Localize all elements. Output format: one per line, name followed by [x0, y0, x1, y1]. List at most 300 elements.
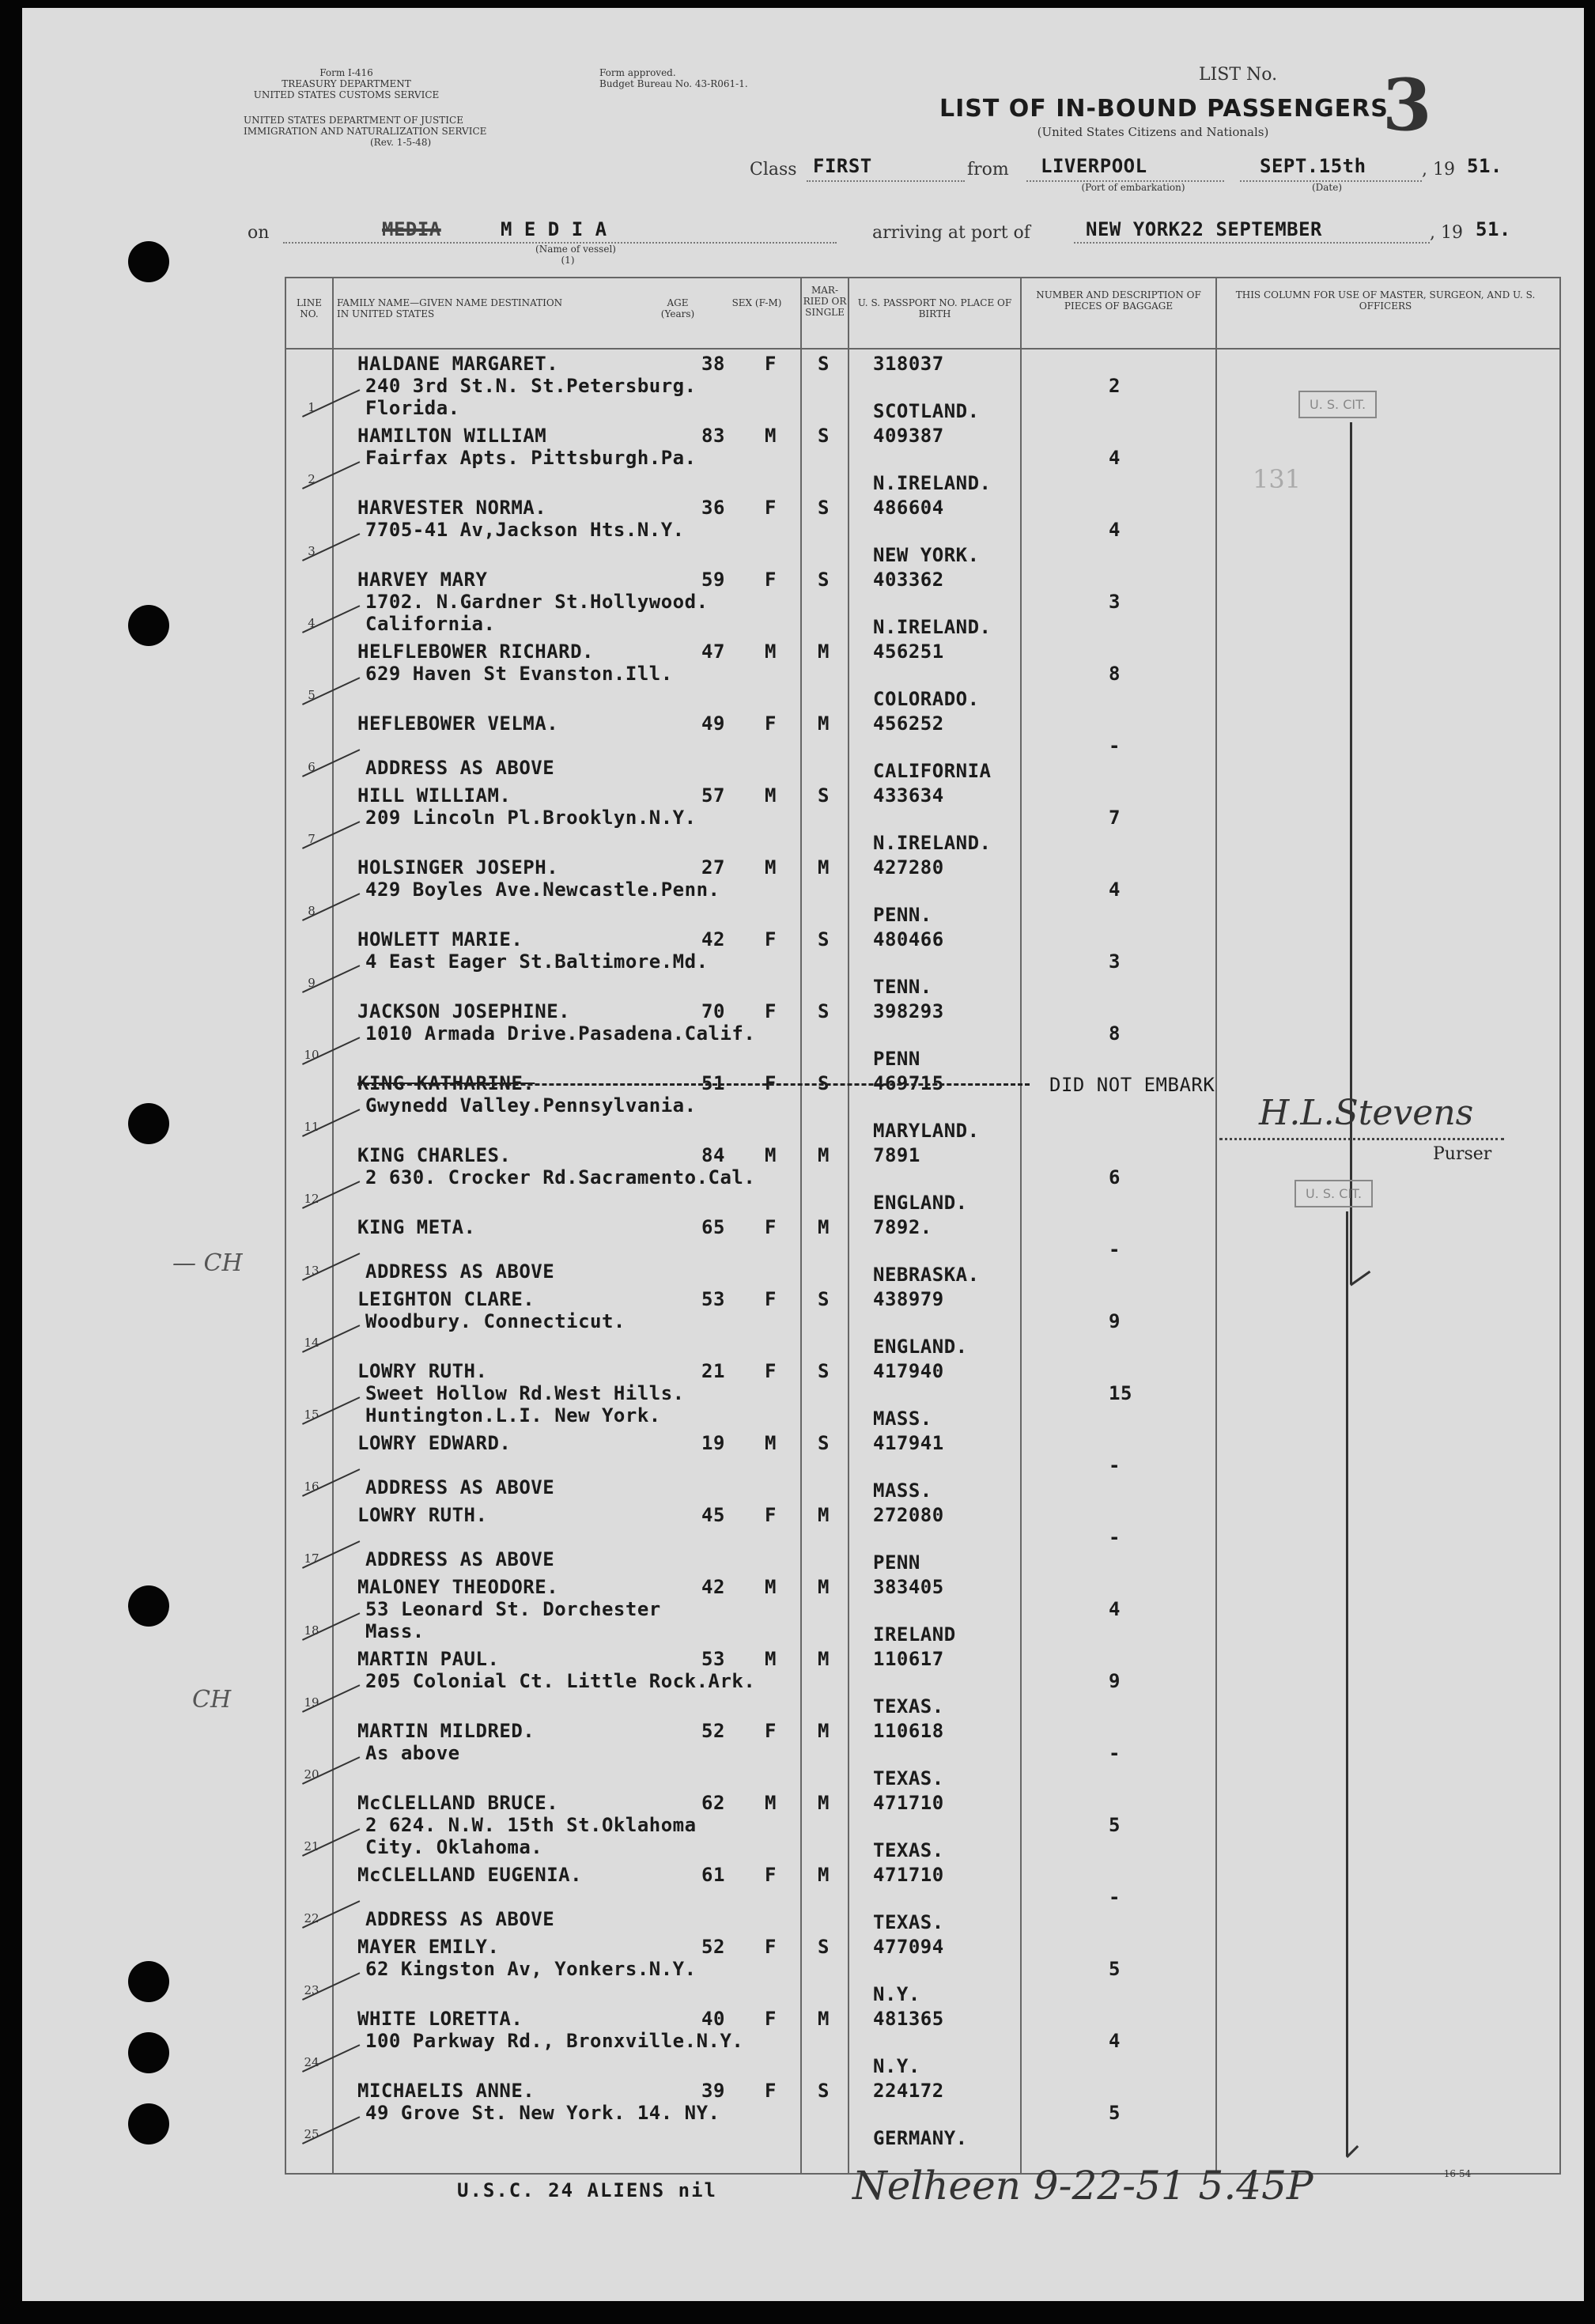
- address-line-1: 2 624. N.W. 15th St.Oklahoma: [365, 1814, 697, 1836]
- passenger-sex: M: [765, 1144, 777, 1166]
- passenger-sex: F: [765, 1720, 777, 1742]
- table-row: [286, 1718, 1559, 1791]
- passenger-age: 40: [701, 2008, 725, 2030]
- passport-number: 486604: [873, 497, 944, 519]
- marital-status: S: [818, 353, 830, 375]
- passenger-sex: F: [765, 1936, 777, 1958]
- marital-status: S: [818, 1360, 830, 1382]
- passenger-age: 65: [701, 1216, 725, 1238]
- passenger-name: McCLELLAND BRUCE.: [357, 1792, 559, 1814]
- marital-status: M: [818, 1144, 830, 1166]
- page-title: LIST OF IN-BOUND PASSENGERS: [939, 95, 1389, 123]
- approval-block: [599, 67, 837, 89]
- passport-number: 398293: [873, 1000, 944, 1022]
- passenger-sex: M: [765, 425, 777, 447]
- passenger-sex: F: [765, 353, 777, 375]
- passport-number: 469715: [873, 1072, 944, 1094]
- passenger-name: HALDANE MARGARET.: [357, 353, 559, 375]
- address-line-1: Gwynedd Valley.Pennsylvania.: [365, 1094, 697, 1117]
- year-prefix: , 19: [1422, 160, 1455, 179]
- port-embarkation-note: (Port of embarkation): [1081, 182, 1185, 193]
- address-line-1: 629 Haven St Evanston.Ill.: [365, 663, 673, 685]
- passenger-age: 45: [701, 1504, 725, 1526]
- passport-number: 480466: [873, 928, 944, 950]
- line-number: 15: [304, 1408, 319, 1422]
- line-number: 5: [308, 688, 316, 702]
- passenger-sex: F: [765, 1504, 777, 1526]
- marital-status: S: [818, 569, 830, 591]
- address-line-1: 49 Grove St. New York. 14. NY.: [365, 2102, 720, 2124]
- manifest-page: [22, 8, 1584, 2301]
- passenger-age: 36: [701, 497, 725, 519]
- passenger-sex: F: [765, 1288, 777, 1310]
- marital-status: M: [818, 1576, 830, 1598]
- line-number: 11: [304, 1120, 319, 1134]
- budget-label: Budget Bureau No. 43-R061-1.: [599, 78, 748, 89]
- passenger-sex: M: [765, 1792, 777, 1814]
- baggage-count: -: [1109, 1886, 1121, 1908]
- col-head-officers: THIS COLUMN FOR USE OF MASTER, SURGEON, AND U. S. OFFICERS: [1235, 289, 1536, 312]
- baggage-count: 8: [1109, 1022, 1121, 1045]
- purser-label: Purser: [1433, 1144, 1492, 1164]
- birth-place: CALIFORNIA: [873, 760, 992, 782]
- baggage-count: 3: [1109, 591, 1121, 613]
- page-subtitle: (United States Citizens and Nationals): [1037, 125, 1269, 139]
- passenger-name: HARVESTER NORMA.: [357, 497, 547, 519]
- table-row: [286, 783, 1559, 856]
- baggage-count: 7: [1109, 807, 1121, 829]
- baggage-count: DID NOT EMBARK: [1049, 1074, 1215, 1096]
- birth-place: MASS.: [873, 1408, 932, 1430]
- col-head-line-no: LINE NO.: [297, 297, 322, 319]
- justice-label: UNITED STATES DEPARTMENT OF JUSTICE: [244, 115, 463, 126]
- passport-number: 456252: [873, 712, 944, 735]
- passenger-age: 52: [701, 1936, 725, 1958]
- line-number: 2: [308, 472, 316, 486]
- class-underline: [807, 180, 965, 182]
- vessel-struck: MEDIA: [382, 218, 441, 240]
- punch-hole: [128, 2032, 169, 2073]
- from-label: from: [967, 160, 1009, 179]
- passenger-sex: F: [765, 2008, 777, 2030]
- baggage-count: 5: [1109, 1958, 1121, 1980]
- passport-number: 417941: [873, 1432, 944, 1454]
- revision-label: (Rev. 1-5-48): [370, 137, 432, 148]
- marital-status: M: [818, 1504, 830, 1526]
- passenger-age: 49: [701, 712, 725, 735]
- col-head-name: FAMILY NAME—GIVEN NAME DESTINATION IN UNITED STATES: [337, 297, 563, 319]
- passenger-sex: M: [765, 641, 777, 663]
- table-row: [286, 1934, 1559, 2007]
- passenger-name: McCLELLAND EUGENIA.: [357, 1864, 583, 1886]
- baggage-count: 4: [1109, 447, 1121, 469]
- table-row: [286, 423, 1559, 496]
- passenger-age: 39: [701, 2080, 725, 2102]
- approved-label: Form approved.: [599, 67, 676, 78]
- birth-place: ENGLAND.: [873, 1192, 968, 1214]
- birth-place: N.IRELAND.: [873, 832, 992, 854]
- passenger-age: 70: [701, 1000, 725, 1022]
- year-value: 51.: [1467, 155, 1502, 177]
- passport-number: 318037: [873, 353, 944, 375]
- signature-line: [1219, 1138, 1504, 1140]
- passenger-name: HARVEY MARY: [357, 569, 488, 591]
- us-citizen-stamp: U. S. CIT.: [1298, 391, 1377, 418]
- passenger-name: MALONEY THEODORE.: [357, 1576, 559, 1598]
- address-line-1: 2 630. Crocker Rd.Sacramento.Cal.: [365, 1166, 756, 1188]
- arrival-year: 51.: [1476, 218, 1511, 240]
- passenger-name: KING CHARLES.: [357, 1144, 512, 1166]
- address-line-2: ADDRESS AS ABOVE: [365, 757, 555, 779]
- baggage-count: -: [1109, 1742, 1121, 1764]
- passenger-age: 19: [701, 1432, 725, 1454]
- passenger-sex: F: [765, 2080, 777, 2102]
- marital-status: S: [818, 928, 830, 950]
- birth-place: MARYLAND.: [873, 1120, 980, 1142]
- passenger-age: 42: [701, 928, 725, 950]
- birth-place: N.Y.: [873, 2055, 920, 2077]
- passenger-sex: F: [765, 1216, 777, 1238]
- address-line-2: City. Oklahoma.: [365, 1836, 543, 1858]
- marital-status: S: [818, 497, 830, 519]
- form-code: 16-54: [1443, 2168, 1472, 2179]
- address-line-1: Fairfax Apts. Pittsburgh.Pa.: [365, 447, 697, 469]
- table-row: [286, 927, 1559, 1000]
- punch-hole: [128, 1961, 169, 2002]
- address-line-1: Sweet Hollow Rd.West Hills.: [365, 1382, 685, 1404]
- bracket-line-2: [1346, 1211, 1348, 2156]
- table-row: [286, 1502, 1559, 1575]
- passport-number: 417940: [873, 1360, 944, 1382]
- table-row: [286, 639, 1559, 712]
- col-head-married: MAR-RIED OR SINGLE: [803, 285, 847, 318]
- passenger-name: MARTIN PAUL.: [357, 1648, 500, 1670]
- form-agency-block: [244, 67, 449, 100]
- line-number: 10: [304, 1048, 319, 1062]
- address-line-1: As above: [365, 1742, 460, 1764]
- marital-status: M: [818, 1648, 830, 1670]
- passenger-age: 57: [701, 784, 725, 807]
- line-number: 1: [308, 400, 316, 414]
- strike-through-line: [357, 1083, 1030, 1086]
- baggage-count: 6: [1109, 1166, 1121, 1188]
- address-line-1: 100 Parkway Rd., Bronxville.N.Y.: [365, 2030, 744, 2052]
- table-row: [286, 1430, 1559, 1503]
- birth-place: ENGLAND.: [873, 1336, 968, 1358]
- birth-place: SCOTLAND.: [873, 400, 980, 422]
- on-label: on: [248, 223, 270, 243]
- address-line-1: 53 Leonard St. Dorchester: [365, 1598, 661, 1620]
- passenger-name: JACKSON JOSEPHINE.: [357, 1000, 571, 1022]
- baggage-count: 8: [1109, 663, 1121, 685]
- address-line-1: 209 Lincoln Pl.Brooklyn.N.Y.: [365, 807, 697, 829]
- passenger-name: HAMILTON WILLIAM: [357, 425, 547, 447]
- faint-number: 131: [1253, 464, 1302, 494]
- passenger-age: 51: [701, 1072, 725, 1094]
- col-head-baggage: NUMBER AND DESCRIPTION OF PIECES OF BAGGAGE: [1036, 289, 1201, 312]
- passport-number: 403362: [873, 569, 944, 591]
- marital-status: M: [818, 2008, 830, 2030]
- passenger-table: [285, 277, 1561, 2175]
- marital-status: S: [818, 1288, 830, 1310]
- birth-place: COLORADO.: [873, 688, 980, 710]
- passenger-age: 21: [701, 1360, 725, 1382]
- header-divider: [286, 348, 1559, 350]
- line-number: 14: [304, 1336, 319, 1350]
- birth-place: TEXAS.: [873, 1767, 944, 1789]
- table-row: [286, 1646, 1559, 1719]
- table-row: [286, 1287, 1559, 1359]
- line-number: 21: [304, 1839, 319, 1854]
- justice-block: [244, 115, 623, 148]
- marital-status: M: [818, 1720, 830, 1742]
- address-line-2: ADDRESS AS ABOVE: [365, 1260, 555, 1283]
- line-number: 4: [308, 616, 316, 630]
- passenger-age: 27: [701, 856, 725, 879]
- passport-number: 427280: [873, 856, 944, 879]
- arriving-label: arriving at port of: [872, 223, 1030, 243]
- birth-place: N.Y.: [873, 1983, 920, 2005]
- passenger-age: 62: [701, 1792, 725, 1814]
- passenger-name: HEFLEBOWER VELMA.: [357, 712, 559, 735]
- footer-handwritten: Nelheen 9-22-51 5.45P: [852, 2163, 1313, 2209]
- address-line-2: ADDRESS AS ABOVE: [365, 1476, 555, 1498]
- passport-number: 471710: [873, 1864, 944, 1886]
- baggage-count: 9: [1109, 1670, 1121, 1692]
- list-number: 3: [1382, 63, 1432, 147]
- passport-number: 383405: [873, 1576, 944, 1598]
- punch-hole: [128, 241, 169, 282]
- address-line-1: 62 Kingston Av, Yonkers.N.Y.: [365, 1958, 697, 1980]
- birth-place: TEXAS.: [873, 1695, 944, 1717]
- passenger-sex: M: [765, 784, 777, 807]
- marital-status: S: [818, 784, 830, 807]
- line-number: 8: [308, 904, 316, 918]
- line-number: 7: [308, 832, 316, 846]
- passenger-age: 59: [701, 569, 725, 591]
- passport-number: 471710: [873, 1792, 944, 1814]
- passenger-sex: M: [765, 856, 777, 879]
- date-value: SEPT.15th: [1260, 155, 1366, 177]
- passenger-age: 42: [701, 1576, 725, 1598]
- line-number: 12: [304, 1192, 319, 1206]
- table-row: [286, 2078, 1559, 2151]
- col-head-passport: U. S. PASSPORT NO. PLACE OF BIRTH: [857, 297, 1012, 319]
- passport-number: 7891: [873, 1144, 920, 1166]
- arrival-year-prefix: , 19: [1430, 223, 1463, 243]
- passport-number: 409387: [873, 425, 944, 447]
- table-row: [286, 999, 1559, 1071]
- line-number: 18: [304, 1623, 319, 1638]
- marital-status: M: [818, 712, 830, 735]
- passenger-name: WHITE LORETTA.: [357, 2008, 523, 2030]
- passenger-name: HOLSINGER JOSEPH.: [357, 856, 559, 879]
- passport-number: 438979: [873, 1288, 944, 1310]
- address-line-1: 205 Colonial Ct. Little Rock.Ark.: [365, 1670, 756, 1692]
- passenger-name: MARTIN MILDRED.: [357, 1720, 535, 1742]
- address-line-2: Mass.: [365, 1620, 425, 1642]
- passenger-sex: M: [765, 1648, 777, 1670]
- line-number: 24: [304, 2055, 319, 2069]
- passenger-sex: F: [765, 1864, 777, 1886]
- birth-place: TENN.: [873, 976, 932, 998]
- form-number: Form I-416: [319, 67, 373, 78]
- passenger-age: 53: [701, 1648, 725, 1670]
- passenger-sex: M: [765, 1432, 777, 1454]
- passenger-name: KING KATHARINE.: [357, 1072, 535, 1094]
- line-number: 22: [304, 1911, 319, 1925]
- address-line-2: ADDRESS AS ABOVE: [365, 1908, 555, 1930]
- col-head-sex: SEX (F-M): [731, 297, 782, 308]
- marital-status: S: [818, 1072, 830, 1094]
- table-row: [286, 1359, 1559, 1431]
- birth-place: N.IRELAND.: [873, 472, 992, 494]
- passenger-sex: F: [765, 1360, 777, 1382]
- birth-place: TEXAS.: [873, 1911, 944, 1933]
- passenger-name: LEIGHTON CLARE.: [357, 1288, 535, 1310]
- baggage-count: 2: [1109, 375, 1121, 397]
- passport-number: 110617: [873, 1648, 944, 1670]
- bracket-line: [1350, 422, 1352, 1284]
- passenger-age: 84: [701, 1144, 725, 1166]
- passenger-sex: F: [765, 1000, 777, 1022]
- baggage-count: 4: [1109, 879, 1121, 901]
- baggage-count: -: [1109, 1454, 1121, 1476]
- birth-place: MASS.: [873, 1479, 932, 1502]
- punch-hole: [128, 2103, 169, 2145]
- marital-status: M: [818, 1792, 830, 1814]
- passenger-age: 83: [701, 425, 725, 447]
- birth-place: PENN: [873, 1048, 920, 1070]
- passenger-name: KING META.: [357, 1216, 476, 1238]
- punch-hole: [128, 605, 169, 646]
- table-row: [286, 567, 1559, 640]
- birth-place: TEXAS.: [873, 1839, 944, 1861]
- baggage-count: -: [1109, 1238, 1121, 1260]
- passenger-age: 52: [701, 1720, 725, 1742]
- class-value: FIRST: [813, 155, 872, 177]
- margin-note-citizen: — CH: [172, 1249, 243, 1277]
- passenger-name: LOWRY RUTH.: [357, 1360, 488, 1382]
- marital-status: M: [818, 641, 830, 663]
- table-row: [286, 1574, 1559, 1647]
- line-number: 13: [304, 1264, 319, 1278]
- address-line-2: Florida.: [365, 397, 460, 419]
- table-row: [286, 855, 1559, 928]
- passenger-sex: F: [765, 1072, 777, 1094]
- birth-place: GERMANY.: [873, 2127, 968, 2149]
- vessel-note: (Name of vessel): [535, 244, 616, 255]
- passenger-age: 38: [701, 353, 725, 375]
- passenger-name: HOWLETT MARIE.: [357, 928, 523, 950]
- address-line-2: California.: [365, 613, 496, 635]
- footer-summary: U.S.C. 24 ALIENS nil: [457, 2179, 717, 2201]
- line-number: 25: [304, 2127, 319, 2141]
- table-row: [286, 495, 1559, 568]
- marital-status: S: [818, 1936, 830, 1958]
- customs-label: UNITED STATES CUSTOMS SERVICE: [253, 89, 440, 100]
- marital-status: M: [818, 1216, 830, 1238]
- line-number: 9: [308, 976, 316, 990]
- passenger-name: HELFLEBOWER RICHARD.: [357, 641, 594, 663]
- passenger-sex: F: [765, 712, 777, 735]
- table-row: [286, 1215, 1559, 1287]
- birth-place: IRELAND: [873, 1623, 956, 1646]
- passenger-sex: M: [765, 1576, 777, 1598]
- punch-hole: [128, 1585, 169, 1627]
- birth-place: PENN: [873, 1551, 920, 1574]
- marital-status: M: [818, 1864, 830, 1886]
- purser-signature: H.L.Stevens: [1259, 1093, 1474, 1133]
- passport-number: 433634: [873, 784, 944, 807]
- baggage-count: 5: [1109, 2102, 1121, 2124]
- passenger-sex: F: [765, 569, 777, 591]
- address-line-1: 1702. N.Gardner St.Hollywood.: [365, 591, 709, 613]
- address-line-1: 429 Boyles Ave.Newcastle.Penn.: [365, 879, 720, 901]
- baggage-count: 5: [1109, 1814, 1121, 1836]
- table-row: [286, 711, 1559, 784]
- passenger-name: LOWRY EDWARD.: [357, 1432, 512, 1454]
- treasury-label: TREASURY DEPARTMENT: [282, 78, 411, 89]
- table-row: [286, 2006, 1559, 2079]
- ins-label: IMMIGRATION AND NATURALIZATION SERVICE: [244, 126, 487, 137]
- table-row: [286, 1862, 1559, 1935]
- vessel-col-note: (1): [561, 255, 575, 266]
- baggage-count: -: [1109, 735, 1121, 757]
- line-number: 19: [304, 1695, 319, 1710]
- birth-place: N.IRELAND.: [873, 616, 992, 638]
- passport-number: 7892.: [873, 1216, 932, 1238]
- address-line-1: Woodbury. Connecticut.: [365, 1310, 626, 1332]
- date-note: (Date): [1311, 182, 1343, 193]
- passenger-age: 47: [701, 641, 725, 663]
- address-line-1: 240 3rd St.N. St.Petersburg.: [365, 375, 697, 397]
- address-line-1: 4 East Eager St.Baltimore.Md.: [365, 950, 709, 973]
- punch-hole: [128, 1103, 169, 1144]
- marital-status: M: [818, 856, 830, 879]
- passenger-sex: F: [765, 928, 777, 950]
- line-number: 23: [304, 1983, 319, 1997]
- passport-number: 110618: [873, 1720, 944, 1742]
- passenger-age: 61: [701, 1864, 725, 1886]
- list-no-label: LIST No.: [1199, 65, 1278, 85]
- col-head-age: AGE (Years): [660, 297, 695, 319]
- address-line-1: 7705-41 Av,Jackson Hts.N.Y.: [365, 519, 685, 541]
- line-number: 20: [304, 1767, 319, 1782]
- margin-note-citizen-2: CH: [192, 1686, 232, 1714]
- arrival-underline: [1074, 242, 1430, 244]
- baggage-count: 3: [1109, 950, 1121, 973]
- passenger-name: MICHAELIS ANNE.: [357, 2080, 535, 2102]
- passenger-name: MAYER EMILY.: [357, 1936, 500, 1958]
- passport-number: 272080: [873, 1504, 944, 1526]
- line-number: 6: [308, 760, 316, 774]
- baggage-count: 9: [1109, 1310, 1121, 1332]
- baggage-count: -: [1109, 1526, 1121, 1548]
- address-line-1: 1010 Armada Drive.Pasadena.Calif.: [365, 1022, 756, 1045]
- birth-place: NEW YORK.: [873, 544, 980, 566]
- birth-place: NEBRASKA.: [873, 1264, 980, 1286]
- line-number: 17: [304, 1551, 319, 1566]
- table-row: [286, 1790, 1559, 1863]
- marital-status: S: [818, 2080, 830, 2102]
- baggage-count: 15: [1109, 1382, 1132, 1404]
- address-line-2: Huntington.L.I. New York.: [365, 1404, 661, 1427]
- marital-status: S: [818, 1000, 830, 1022]
- arrival-value: NEW YORK22 SEPTEMBER: [1086, 218, 1322, 240]
- class-label: Class: [750, 160, 797, 179]
- baggage-count: 4: [1109, 2030, 1121, 2052]
